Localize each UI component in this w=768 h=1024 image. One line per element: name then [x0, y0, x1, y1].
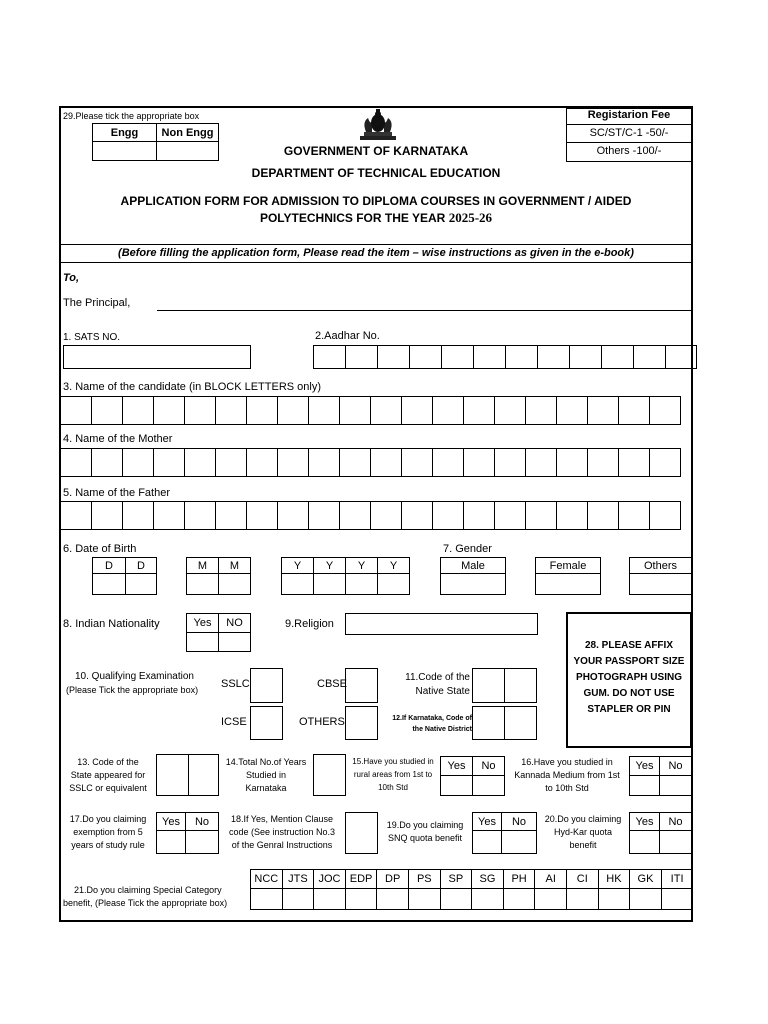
- gender-female-label: Female: [535, 557, 601, 574]
- q15-no-label: No: [472, 756, 505, 776]
- q18-line2: code (See instruction No.3: [228, 827, 336, 837]
- dob-d2-label: D: [125, 557, 157, 574]
- principal-label: The Principal,: [63, 297, 131, 309]
- category-joc-box[interactable]: [313, 888, 346, 910]
- q29-label: 29.Please tick the appropriate box: [63, 111, 200, 121]
- q12-line2: the Native District: [412, 726, 472, 733]
- q16-line1: 16.Have you studied in: [521, 757, 613, 767]
- sslc-label: SSLC: [221, 678, 250, 690]
- q19-no-label: No: [501, 812, 537, 831]
- father-name-grid[interactable]: [60, 501, 681, 530]
- father-name-label: 5. Name of the Father: [63, 487, 170, 499]
- q13-line3: SSLC or equivalent: [69, 783, 147, 793]
- category-sp-label: SP: [440, 869, 473, 889]
- dob-y4-input[interactable]: [377, 573, 410, 595]
- dob-d2-input[interactable]: [125, 573, 157, 595]
- candidate-name-label: 3. Name of the candidate (in BLOCK LETTERS only): [63, 381, 322, 393]
- icse-label: ICSE: [221, 716, 247, 728]
- gender-others-label: Others: [629, 557, 692, 574]
- dob-y2-label: Y: [313, 557, 346, 574]
- native-state-code-1[interactable]: [472, 668, 505, 703]
- principal-line[interactable]: [157, 310, 691, 311]
- cbse-label: CBSE: [317, 678, 347, 690]
- candidate-name-grid[interactable]: [60, 396, 681, 425]
- dob-y1-input[interactable]: [281, 573, 314, 595]
- category-gk-label: GK: [629, 869, 662, 889]
- nationality-label: 8. Indian Nationality: [63, 618, 160, 630]
- category-ci-label: CI: [566, 869, 599, 889]
- q17-line2: exemption from 5: [73, 827, 143, 837]
- sats-input[interactable]: [63, 345, 251, 369]
- dob-y1-label: Y: [281, 557, 314, 574]
- engg-label: Engg: [92, 123, 157, 142]
- q17-yes-box[interactable]: [156, 830, 186, 854]
- religion-input[interactable]: [345, 613, 538, 635]
- instruction-note: (Before filling the application form, Please read the item – wise instructions as given in the e-book): [118, 247, 634, 259]
- gender-male-box[interactable]: [440, 573, 506, 595]
- category-iti-label: ITI: [661, 869, 694, 889]
- sslc-state-code-1[interactable]: [156, 754, 189, 796]
- q15-line1: 15.Have you studied in: [352, 757, 434, 766]
- to-label: To,: [63, 272, 80, 284]
- category-ncc-box[interactable]: [250, 888, 283, 910]
- dob-m2-label: M: [218, 557, 251, 574]
- dob-y2-input[interactable]: [313, 573, 346, 595]
- q19-line1: 19.Do you claiming: [386, 820, 464, 830]
- q16-yes-label: Yes: [629, 756, 660, 776]
- category-dp-box[interactable]: [376, 888, 409, 910]
- religion-label: 9.Religion: [285, 618, 334, 630]
- category-ncc-label: NCC: [250, 869, 283, 889]
- q20-no-box[interactable]: [659, 830, 692, 854]
- q20-yes-box[interactable]: [629, 830, 660, 854]
- q15-yes-label: Yes: [440, 756, 473, 776]
- cbse-box[interactable]: [345, 668, 378, 703]
- q15-line3: 10th Std: [378, 783, 408, 792]
- dob-m1-label: M: [186, 557, 219, 574]
- category-hk-label: HK: [598, 869, 631, 889]
- dob-y3-label: Y: [345, 557, 378, 574]
- fee-line2: Others -100/-: [596, 145, 662, 157]
- q20-yes-label: Yes: [629, 812, 660, 831]
- category-sg-label: SG: [471, 869, 504, 889]
- dob-m1-input[interactable]: [186, 573, 219, 595]
- category-edp-label: EDP: [345, 869, 378, 889]
- category-edp-box[interactable]: [345, 888, 378, 910]
- q17-no-label: No: [185, 812, 219, 831]
- q16-no-box[interactable]: [659, 775, 692, 796]
- q15-no-box[interactable]: [472, 775, 505, 796]
- category-iti-box[interactable]: [661, 888, 694, 910]
- sslc-state-code-2[interactable]: [188, 754, 219, 796]
- dob-y3-input[interactable]: [345, 573, 378, 595]
- dob-y4-label: Y: [377, 557, 410, 574]
- category-jts-label: JTS: [282, 869, 315, 889]
- q12-line1: 12.If Karnataka, Code of: [392, 715, 472, 722]
- q17-yes-label: Yes: [156, 812, 186, 831]
- fee-line1: SC/ST/C-1 -50/-: [589, 127, 669, 139]
- nationality-no-label: NO: [218, 613, 251, 633]
- native-state-code-2[interactable]: [504, 668, 537, 703]
- nationality-yes-box[interactable]: [186, 632, 219, 652]
- category-sp-box[interactable]: [440, 888, 473, 910]
- q18-line1: 18.If Yes, Mention Clause: [230, 814, 334, 824]
- native-district-code-1[interactable]: [472, 706, 505, 740]
- q14-line2: Studied in: [245, 770, 287, 780]
- q20-line2: Hyd-Kar quota: [553, 827, 613, 837]
- category-ai-label: AI: [534, 869, 567, 889]
- years-karnataka-box[interactable]: [313, 754, 346, 796]
- category-sg-box[interactable]: [471, 888, 504, 910]
- others-box[interactable]: [345, 706, 378, 740]
- q11-line1: 11.Code of the: [405, 672, 470, 683]
- icse-box[interactable]: [250, 706, 283, 740]
- q14-line3: Karnataka: [245, 783, 287, 793]
- q19-yes-box[interactable]: [472, 830, 502, 854]
- dob-d1-input[interactable]: [92, 573, 126, 595]
- q16-line3: to 10th Std: [545, 783, 589, 793]
- mother-name-grid[interactable]: [60, 448, 681, 477]
- q16-no-label: No: [659, 756, 692, 776]
- gov-title: GOVERNMENT OF KARNATAKA: [283, 144, 469, 158]
- category-hk-box[interactable]: [598, 888, 631, 910]
- q21-line1: 21.Do you claiming Special Category: [74, 885, 222, 895]
- category-ph-label: PH: [503, 869, 536, 889]
- q17-no-box[interactable]: [185, 830, 219, 854]
- category-joc-label: JOC: [313, 869, 346, 889]
- sslc-box[interactable]: [250, 668, 283, 703]
- photo-instruction: 28. PLEASE AFFIX YOUR PASSPORT SIZE PHOTOGRAPH USING GUM. DO NOT USE STAPLER OR PIN: [573, 640, 685, 715]
- sats-label: 1. SATS NO.: [63, 332, 121, 343]
- q16-line2: Kannada Medium from 1st: [514, 770, 620, 780]
- category-jts-box[interactable]: [282, 888, 315, 910]
- gender-label: 7. Gender: [443, 543, 492, 555]
- others-label: OTHERS: [299, 716, 345, 728]
- category-ph-box[interactable]: [503, 888, 536, 910]
- category-ps-box[interactable]: [408, 888, 441, 910]
- q14-line1: 14.Total No.of Years: [225, 757, 307, 767]
- category-ci-box[interactable]: [566, 888, 599, 910]
- category-ai-box[interactable]: [534, 888, 567, 910]
- qual-exam-sub: (Please Tick the appropriate box): [66, 685, 199, 695]
- q11-line2: Native State: [415, 686, 470, 697]
- fee-title: Registarion Fee: [587, 109, 671, 121]
- nationality-yes-label: Yes: [186, 613, 219, 633]
- q13-line1: 13. Code of the: [77, 757, 139, 767]
- gender-male-label: Male: [440, 557, 506, 574]
- form-title-line1: APPLICATION FORM FOR ADMISSION TO DIPLOMA COURSES IN GOVERNMENT / AIDED: [120, 194, 632, 208]
- gender-others-box[interactable]: [629, 573, 692, 595]
- q18-line3: of the Genral Instructions: [231, 840, 333, 850]
- q15-yes-box[interactable]: [440, 775, 473, 796]
- q15-line2: rural areas from 1st to: [353, 770, 433, 779]
- q17-line3: years of study rule: [71, 840, 145, 850]
- nationality-no-box[interactable]: [218, 632, 251, 652]
- karnataka-emblem-icon: [356, 108, 400, 144]
- academic-year: 2025-26: [448, 210, 493, 225]
- q19-yes-label: Yes: [472, 812, 502, 831]
- mother-name-label: 4. Name of the Mother: [63, 433, 173, 445]
- qual-exam-label: 10. Qualifying Examination: [75, 671, 194, 682]
- dob-d1-label: D: [92, 557, 126, 574]
- q13-line2: State appeared for: [70, 770, 146, 780]
- category-gk-box[interactable]: [629, 888, 662, 910]
- form-title-line2: [59, 210, 693, 226]
- q16-yes-box[interactable]: [629, 775, 660, 796]
- q20-line3: benefit: [569, 840, 597, 850]
- category-dp-label: DP: [376, 869, 409, 889]
- dob-label: 6. Date of Birth: [63, 543, 137, 555]
- q19-no-box[interactable]: [501, 830, 537, 854]
- gender-female-box[interactable]: [535, 573, 601, 595]
- q20-no-label: No: [659, 812, 692, 831]
- clause-code-box[interactable]: [345, 812, 378, 854]
- dept-title: DEPARTMENT OF TECHNICAL EDUCATION: [251, 166, 501, 180]
- native-district-code-2[interactable]: [504, 706, 537, 740]
- non-engg-label: Non Engg: [156, 123, 219, 142]
- aadhar-grid[interactable]: [313, 345, 697, 369]
- q20-line1: 20.Do you claiming: [544, 814, 622, 824]
- dob-m2-input[interactable]: [218, 573, 251, 595]
- aadhar-label: 2.Aadhar No.: [315, 330, 380, 342]
- q19-line2: SNQ quota benefit: [387, 833, 463, 843]
- category-ps-label: PS: [408, 869, 441, 889]
- form-title-line2-text: POLYTECHNICS FOR THE YEAR: [259, 211, 446, 225]
- q21-line2: benefit, (Please Tick the appropriate box): [63, 898, 228, 908]
- q17-line1: 17.Do you claiming: [69, 814, 147, 824]
